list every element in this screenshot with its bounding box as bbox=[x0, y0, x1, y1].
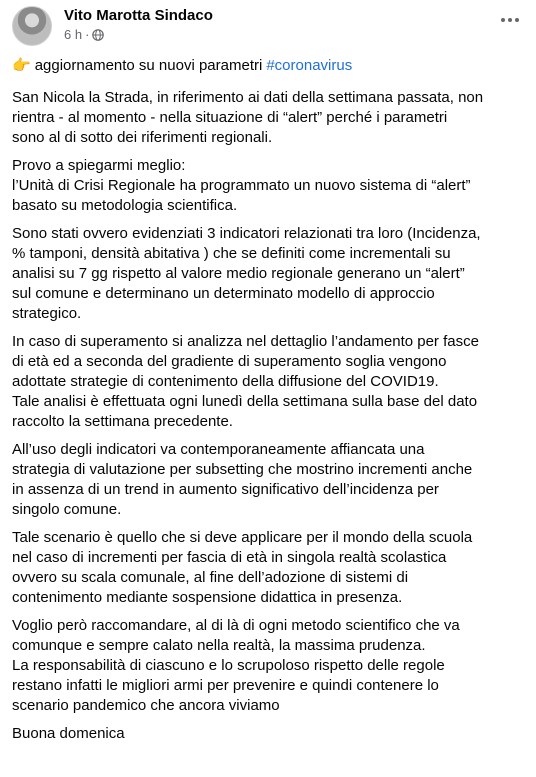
post-paragraph bbox=[12, 616, 526, 716]
post-paragraph bbox=[12, 88, 526, 148]
paragraph-line: adottate strategie di contenimento della diffusione del COVID19. bbox=[12, 373, 439, 390]
paragraph-line: Voglio però raccomandare, al di là di ogni metodo scientifico che va bbox=[12, 617, 460, 634]
post-paragraph bbox=[12, 156, 526, 216]
paragraph-line: restano infatti le migliori armi per prevenire e quindi contenere lo bbox=[12, 677, 439, 694]
paragraph-line: scenario pandemico che ancora viviamo bbox=[12, 697, 280, 714]
globe-icon[interactable] bbox=[92, 29, 104, 41]
paragraph-line: sono al di sotto dei riferimenti regionali. bbox=[12, 129, 273, 146]
paragraph-line: Tale scenario è quello che si deve applicare per il mondo della scuola bbox=[12, 529, 473, 546]
paragraph-line: raccolto la settimana precedente. bbox=[12, 413, 233, 430]
post-paragraph bbox=[12, 224, 526, 324]
paragraph-line: singolo comune. bbox=[12, 501, 122, 518]
paragraph-line: % tamponi, densità abitativa ) che se definiti come incrementali su bbox=[12, 245, 451, 262]
paragraph-line: rientra - al momento - nella situazione di “alert” perché i parametri bbox=[12, 109, 448, 126]
post-body bbox=[12, 56, 526, 752]
hashtag-link[interactable]: #coronavirus bbox=[266, 57, 353, 74]
paragraph-line: di età ed a seconda del gradiente di superamento soglia vengono bbox=[12, 353, 447, 370]
paragraph-line: analisi su 7 gg rispetto al valore medio regionale generano un “alert” bbox=[12, 265, 465, 282]
paragraph-line: Provo a spiegarmi meglio: bbox=[12, 157, 186, 174]
post-timestamp[interactable]: 6 h bbox=[64, 27, 83, 42]
paragraph-line: Sono stati ovvero evidenziati 3 indicatori relazionati tra loro (Incidenza, bbox=[12, 225, 481, 242]
paragraph-line: sul comune e determinano un determinato modello di approccio bbox=[12, 285, 435, 302]
post-meta bbox=[64, 27, 104, 43]
author-name[interactable]: Vito Marotta Sindaco bbox=[64, 7, 213, 24]
paragraph-line: nel caso di incrementi per fascia di età in singola realtà scolastica bbox=[12, 549, 447, 566]
paragraph-line: strategico. bbox=[12, 305, 82, 322]
post-paragraph bbox=[12, 528, 526, 608]
paragraph-line: in assenza di un trend in aumento significativo dell’incidenza per bbox=[12, 481, 439, 498]
paragraph-line: Buona domenica bbox=[12, 725, 125, 742]
paragraph-line: contenimento mediante sospensione didattica in presenza. bbox=[12, 589, 403, 606]
author-avatar[interactable] bbox=[12, 6, 52, 46]
paragraph-line: All’uso degli indicatori va contemporaneamente affiancata una bbox=[12, 441, 425, 458]
post-header bbox=[12, 6, 524, 46]
paragraph-line: l’Unità di Crisi Regionale ha programmato un nuovo sistema di “alert” bbox=[12, 177, 471, 194]
paragraph-line: comunque e sempre calato nella realtà, la massima prudenza. bbox=[12, 637, 426, 654]
paragraph-line: basato su metodologia scientifica. bbox=[12, 197, 238, 214]
paragraph-line: In caso di superamento si analizza nel dettaglio l’andamento per fasce bbox=[12, 333, 479, 350]
paragraph-line: ovvero su scala comunale, al fine dell’adozione di sistemi di bbox=[12, 569, 409, 586]
paragraph-line: San Nicola la Strada, in riferimento ai dati della settimana passata, non bbox=[12, 89, 484, 106]
post-headline bbox=[12, 56, 526, 76]
meta-separator: · bbox=[85, 27, 90, 42]
post-paragraph bbox=[12, 440, 526, 520]
headline-text: aggiornamento su nuovi parametri bbox=[34, 57, 263, 74]
more-options-icon[interactable] bbox=[496, 10, 524, 30]
paragraph-line: La responsabilità di ciascuno e lo scrupoloso rispetto delle regole bbox=[12, 657, 445, 674]
post-paragraph bbox=[12, 332, 526, 432]
backhand-index-pointing-right-icon: 👉 bbox=[12, 57, 31, 74]
paragraph-line: Tale analisi è effettuata ogni lunedì della settimana sulla base del dato bbox=[12, 393, 478, 410]
post-paragraph bbox=[12, 724, 526, 744]
paragraph-line: strategia di valutazione per subsetting che mostrino incrementi anche bbox=[12, 461, 473, 478]
